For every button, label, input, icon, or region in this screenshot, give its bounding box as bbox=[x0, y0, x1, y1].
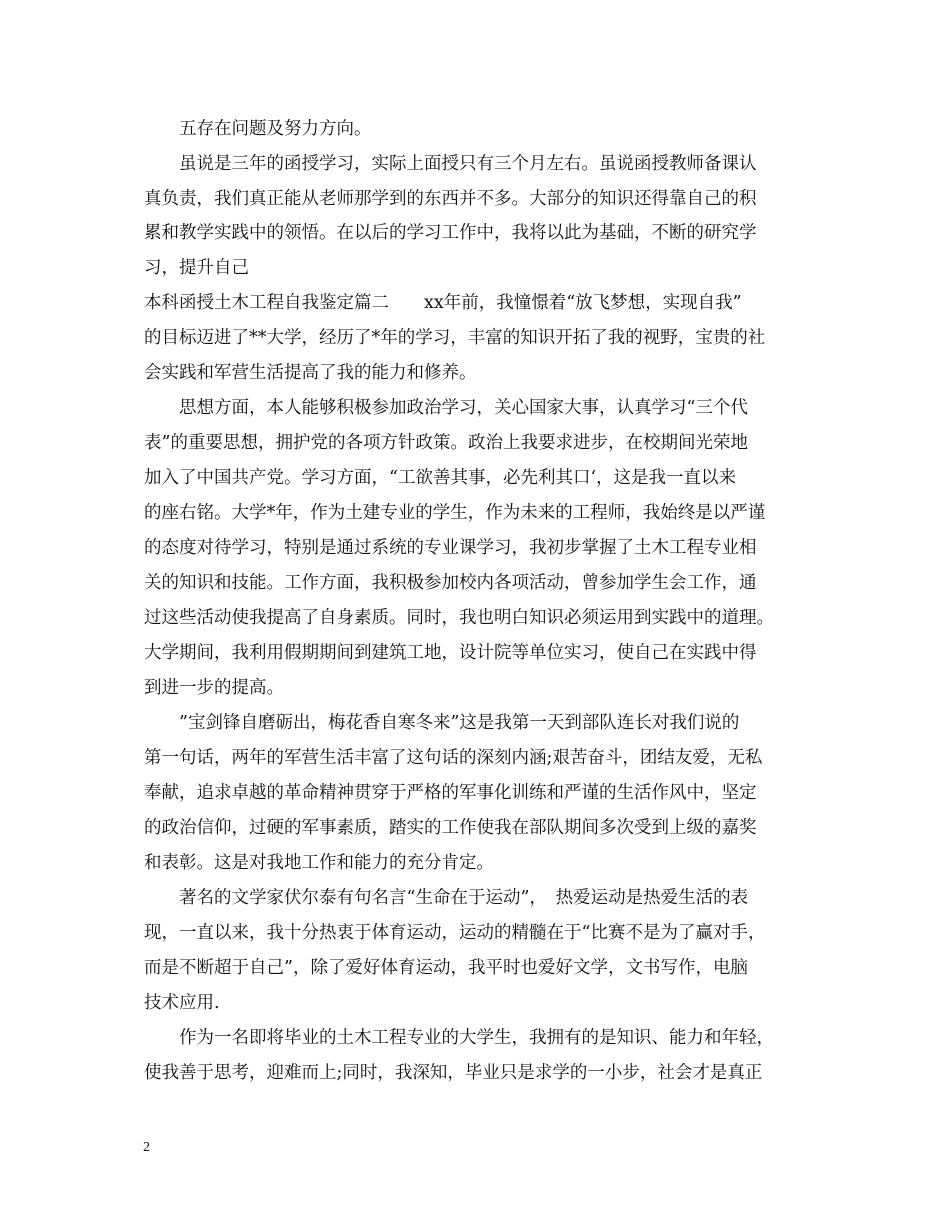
text-line: 真负责，我们真正能从老师那学到的东西并不多。大部分的知识还得靠自己的积 bbox=[144, 189, 757, 209]
text-line: 而是不断超于自己”，除了爱好体育运动，我平时也爱好文学，文书写作，电脑 bbox=[144, 958, 748, 978]
text-line: 虽说是三年的函授学习，实际上面授只有三个月左右。虽说函授教师备课认 bbox=[144, 154, 757, 174]
text-line: 奉献，追求卓越的革命精神贯穿于严格的军事化训练和严谨的生活作风中，坚定 bbox=[144, 783, 757, 803]
text-line: 的座右铭。大学*年，作为土建专业的学生，作为未来的工程师，我始终是以严谨 bbox=[144, 503, 766, 523]
text-line: 第一句话，两年的军营生活丰富了这句话的深刻内涵;艰苦奋斗，团结友爱，无私 bbox=[144, 748, 763, 768]
text-line: ”宝剑锋自磨砺出，梅花香自寒冬来”这是我第一天到部队连长对我们说的 bbox=[144, 713, 740, 733]
text-line: 大学期间，我利用假期期间到建筑工地，设计院等单位实习，使自己在实践中得 bbox=[144, 643, 757, 663]
text-line: 作为一名即将毕业的土木工程专业的大学生，我拥有的是知识、能力和年轻， bbox=[144, 1028, 774, 1048]
text-line: 关的知识和技能。工作方面，我积极参加校内各项活动，曾参加学生会工作，通 bbox=[144, 573, 757, 593]
text-line: 到进一步的提高。 bbox=[144, 678, 284, 698]
text-line: 加入了中国共产党。学习方面，“工欲善其事，必先利其口‘，这是我一直以来 bbox=[144, 468, 737, 488]
section-heading-line: 本科函授土木工程自我鉴定篇二 xx年前，我憧憬着“放飞梦想，实现自我” bbox=[144, 293, 742, 313]
text-line: 的政治信仰，过硬的军事素质，踏实的工作使我在部队期间多次受到上级的嘉奖 bbox=[144, 818, 757, 838]
text-line: 的态度对待学习，特别是通过系统的专业课学习，我初步掌握了土木工程专业相 bbox=[144, 538, 757, 558]
text-line: 著名的文学家伏尔泰有句名言“生命在于运动”， 热爱运动是热爱生活的表 bbox=[144, 888, 749, 908]
text-line: 现，一直以来，我十分热衷于体育运动，运动的精髓在于“比赛不是为了赢对手， bbox=[144, 923, 766, 943]
text-line: 思想方面，本人能够积极参加政治学习，关心国家大事，认真学习“三个代 bbox=[144, 398, 748, 418]
text-line: 累和教学实践中的领悟。在以后的学习工作中，我将以此为基础，不断的研究学 bbox=[144, 223, 757, 243]
text-line: 表”的重要思想，拥护党的各项方针政策。政治上我要求进步，在校期间光荣地 bbox=[144, 433, 748, 453]
text-line: 五存在问题及努力方向。 bbox=[144, 119, 372, 139]
text-line: 和表彰。这是对我地工作和能力的充分肯定。 bbox=[144, 853, 494, 873]
text-line: 的目标迈进了**大学，经历了*年的学习，丰富的知识开拓了我的视野，宝贵的社 bbox=[144, 328, 766, 348]
page-number: 2 bbox=[143, 1140, 150, 1155]
text-line: 使我善于思考，迎难而上;同时，我深知，毕业只是求学的一小步，社会才是真正 bbox=[144, 1063, 763, 1083]
text-line: 习，提升自己 bbox=[144, 258, 249, 278]
text-line: 过这些活动使我提高了自身素质。同时，我也明白知识必须运用到实践中的道理。 bbox=[144, 608, 774, 628]
text-line: 技术应用. bbox=[144, 993, 220, 1013]
text-line: 会实践和军营生活提高了我的能力和修养。 bbox=[144, 363, 477, 383]
